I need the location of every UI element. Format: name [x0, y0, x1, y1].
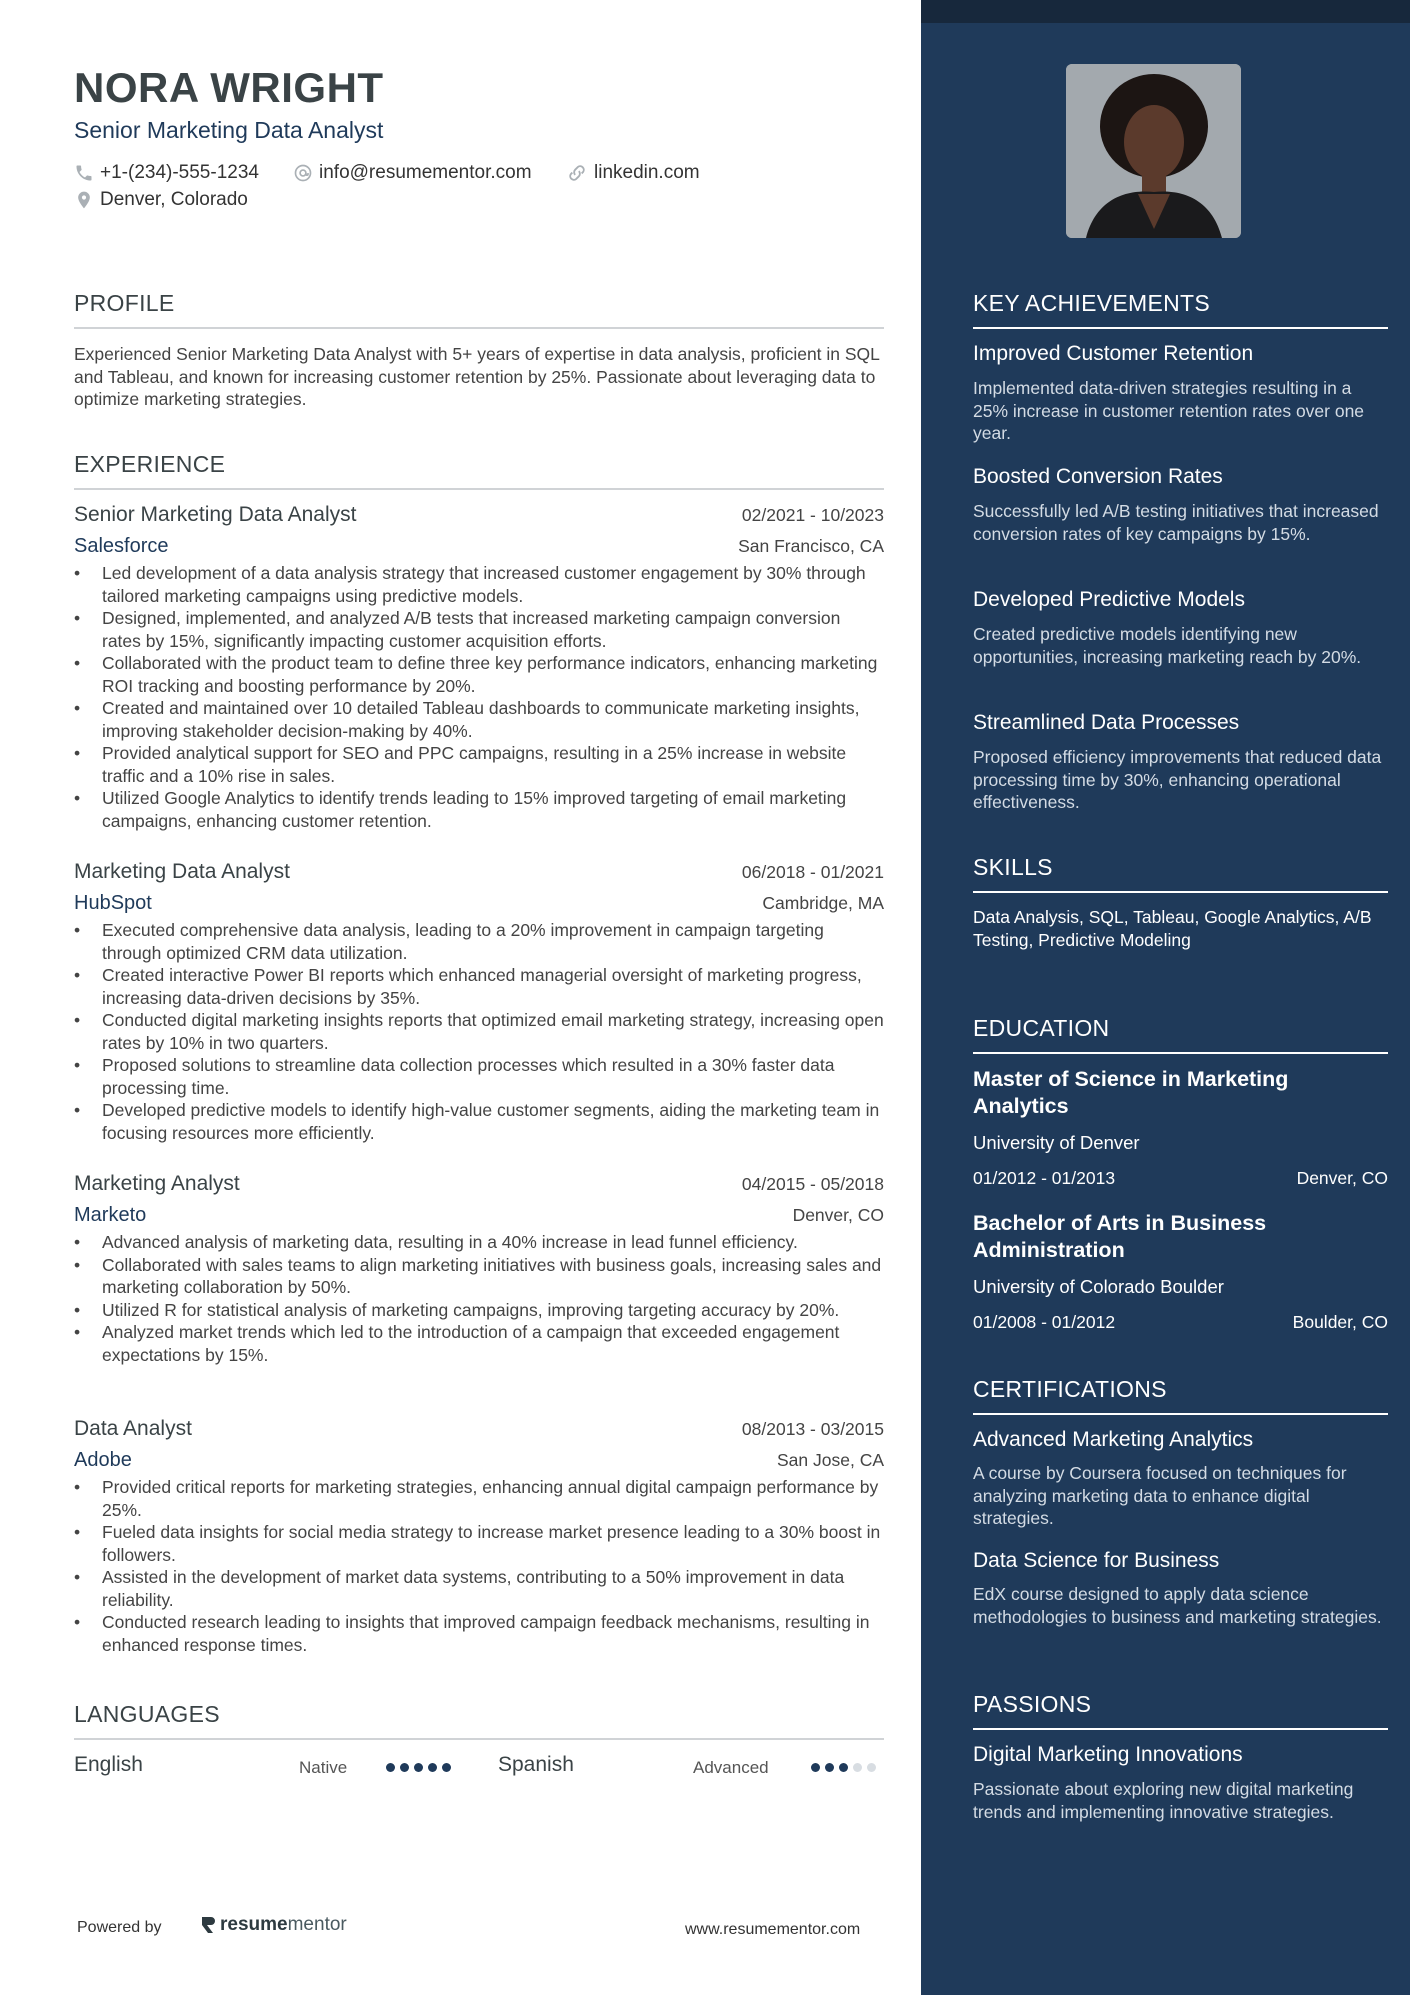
- profile-heading: PROFILE: [74, 290, 884, 329]
- job-entry: [74, 1172, 884, 1366]
- job-bullet: • Fueled data insights for social media strategy to increase market presence leading to a 30% boost in followers.: [74, 1521, 884, 1566]
- resumementor-logo-icon: [199, 1915, 217, 1935]
- rating-dot-empty: [867, 1763, 876, 1772]
- skills-text: Data Analysis, SQL, Tableau, Google Analytics, A/B Testing, Predictive Modeling: [973, 907, 1372, 950]
- language-level: Advanced: [693, 1758, 769, 1777]
- phone-text: +1-(234)-555-1234: [100, 162, 259, 183]
- contact-linkedin[interactable]: [566, 162, 700, 184]
- link-icon: [566, 162, 588, 184]
- job-bullet: • Executed comprehensive data analysis, leading to a 20% improvement in campaign targeting through optimized CRM data utilization.: [74, 919, 884, 964]
- rating-dot-filled: [386, 1763, 395, 1772]
- achievement-text: Proposed efficiency improvements that reduced data processing time by 30%, enhancing operational effectiveness.: [973, 747, 1382, 812]
- brand-light: mentor: [287, 1914, 347, 1935]
- certification-title: Data Science for Business: [973, 1549, 1220, 1572]
- job-location: Cambridge, MA: [762, 893, 884, 913]
- achievement-text: Successfully led A/B testing initiatives that increased conversion rates of key campaigns by 15%.: [973, 501, 1379, 544]
- job-bullet: • Created and maintained over 10 detailed Tableau dashboards to communicate marketing insights, improving stakeholder decision-making by 40%.: [74, 697, 884, 742]
- person-portrait-icon: [1066, 64, 1241, 238]
- achievement-title: Developed Predictive Models: [973, 588, 1245, 611]
- certification-text: A course by Coursera focused on techniques for analyzing marketing data to enhance digital strategies.: [973, 1463, 1347, 1528]
- achievement-title: Streamlined Data Processes: [973, 711, 1240, 734]
- rating-dot-filled: [442, 1763, 451, 1772]
- job-dates: 08/2013 - 03/2015: [741, 1419, 884, 1439]
- education-location: Denver, CO: [1296, 1168, 1388, 1188]
- passion-text: Passionate about exploring new digital marketing trends and implementing innovative strategies.: [973, 1779, 1354, 1822]
- language-rating: [811, 1763, 876, 1772]
- job-bullet: • Provided analytical support for SEO and PPC campaigns, resulting in a 25% increase in website traffic and a 10% rise in sales.: [74, 742, 884, 787]
- languages-heading: LANGUAGES: [74, 1701, 884, 1740]
- achievement-text: Implemented data-driven strategies resulting in a 25% increase in customer retention rates over one year.: [973, 378, 1365, 443]
- job-bullet: • Led development of a data analysis strategy that increased customer engagement by 30% through tailored marketing campaigns using predictive models.: [74, 562, 884, 607]
- experience-heading: EXPERIENCE: [74, 451, 884, 490]
- job-dates: 02/2021 - 10/2023: [741, 505, 884, 525]
- job-bullet: • Utilized R for statistical analysis of marketing campaigns, improving targeting accuracy by 20%.: [74, 1299, 884, 1322]
- education-school: University of Colorado Boulder: [973, 1276, 1224, 1297]
- rating-dot-filled: [414, 1763, 423, 1772]
- certification-text: EdX course designed to apply data science methodologies to business and marketing strategies.: [973, 1584, 1382, 1627]
- phone-icon: [74, 163, 94, 183]
- education-location: Boulder, CO: [1292, 1312, 1388, 1332]
- certifications-heading: CERTIFICATIONS: [973, 1376, 1388, 1415]
- job-bullet: • Assisted in the development of market data systems, contributing to a 50% improvement in data reliability.: [74, 1566, 884, 1611]
- education-school: University of Denver: [973, 1132, 1140, 1153]
- sidebar: [921, 0, 1410, 1995]
- job-bullets: [74, 1476, 884, 1656]
- job-company: Salesforce: [74, 535, 169, 557]
- location-pin-icon: [74, 189, 94, 211]
- language-name: English: [74, 1753, 143, 1776]
- job-bullet: • Created interactive Power BI reports which enhanced managerial oversight of marketing progress, increasing data-driven decisions by 35%.: [74, 964, 884, 1009]
- job-bullet: • Designed, implemented, and analyzed A/B tests that increased marketing campaign conversion rates by 15%, significantly impacting customer acquisition efforts.: [74, 607, 884, 652]
- job-bullet: • Advanced analysis of marketing data, resulting in a 40% increase in lead funnel efficiency.: [74, 1231, 884, 1254]
- job-bullet: • Developed predictive models to identify high-value customer segments, aiding the marketing team in focusing resources more efficiently.: [74, 1099, 884, 1144]
- job-entry: [74, 503, 884, 832]
- job-entry: [74, 860, 884, 1144]
- job-title: Senior Marketing Data Analyst: [74, 503, 357, 526]
- language-rating: [386, 1763, 451, 1772]
- education-meta: [973, 1168, 1388, 1189]
- rating-dot-filled: [428, 1763, 437, 1772]
- powered-by-label: Powered by: [77, 1919, 162, 1936]
- footer-website[interactable]: www.resumementor.com: [685, 1921, 861, 1938]
- job-dates: 04/2015 - 05/2018: [741, 1174, 884, 1194]
- at-icon: [293, 163, 313, 183]
- contact-location: [74, 189, 248, 211]
- achievements-heading: KEY ACHIEVEMENTS: [973, 290, 1388, 329]
- certification-title: Advanced Marketing Analytics: [973, 1428, 1254, 1451]
- skills-heading: SKILLS: [973, 854, 1388, 893]
- job-title: Data Analyst: [74, 1417, 192, 1440]
- education-degree: Bachelor of Arts in Business Administration: [973, 1211, 1267, 1262]
- job-bullet: • Analyzed market trends which led to the introduction of a campaign that exceeded engagement expectations by 15%.: [74, 1321, 884, 1366]
- job-title: Marketing Analyst: [74, 1172, 240, 1195]
- job-bullet: • Provided critical reports for marketing strategies, enhancing annual digital campaign performance by 25%.: [74, 1476, 884, 1521]
- candidate-title: Senior Marketing Data Analyst: [74, 117, 384, 143]
- passion-title: Digital Marketing Innovations: [973, 1743, 1243, 1766]
- contact-phone[interactable]: [74, 162, 259, 184]
- location-text: Denver, Colorado: [100, 189, 248, 210]
- education-degree: Master of Science in Marketing Analytics: [973, 1067, 1289, 1118]
- job-bullet: • Collaborated with the product team to define three key performance indicators, enhancing marketing ROI tracking and boosting performance by 20%.: [74, 652, 884, 697]
- job-bullet: • Conducted digital marketing insights reports that optimized email marketing strategy, increasing open rates by 10% in two quarters.: [74, 1009, 884, 1054]
- job-company: Adobe: [74, 1449, 132, 1471]
- contact-email[interactable]: [293, 162, 532, 184]
- job-bullets: [74, 919, 884, 1144]
- brand-logo[interactable]: [199, 1914, 347, 1936]
- job-dates: 06/2018 - 01/2021: [741, 862, 884, 882]
- job-entry: [74, 1417, 884, 1656]
- education-dates: 01/2008 - 01/2012: [973, 1312, 1116, 1332]
- education-heading: EDUCATION: [973, 1015, 1388, 1054]
- languages-list: [74, 1753, 884, 1783]
- achievement-title: Improved Customer Retention: [973, 342, 1254, 365]
- job-company: HubSpot: [74, 892, 152, 914]
- job-bullet: • Proposed solutions to streamline data collection processes which resulted in a 30% faster data processing time.: [74, 1054, 884, 1099]
- job-bullets: [74, 1231, 884, 1366]
- candidate-name: NORA WRIGHT: [74, 64, 384, 111]
- job-bullet: • Conducted research leading to insights that improved campaign feedback mechanisms, resulting in enhanced response times.: [74, 1611, 884, 1656]
- language-name: Spanish: [498, 1753, 574, 1776]
- brand-bold: resume: [220, 1914, 288, 1935]
- language-level: Native: [299, 1758, 348, 1777]
- job-bullet: • Collaborated with sales teams to align marketing initiatives with business goals, increasing sales and marketing collaboration by 50%.: [74, 1254, 884, 1299]
- sidebar-top-bar: [921, 0, 1410, 23]
- job-bullet: • Utilized Google Analytics to identify trends leading to 15% improved targeting of email marketing campaigns, enhancing customer retention.: [74, 787, 884, 832]
- education-dates: 01/2012 - 01/2013: [973, 1168, 1116, 1188]
- education-meta: [973, 1312, 1388, 1333]
- profile-photo: [1066, 64, 1241, 238]
- rating-dot-filled: [839, 1763, 848, 1772]
- profile-text: Experienced Senior Marketing Data Analyst with 5+ years of expertise in data analysis, proficient in SQL and Tableau, and known for increasing customer retention by 25%. Passionate about leveraging data to optimize marketing strategies.: [74, 344, 880, 409]
- rating-dot-empty: [853, 1763, 862, 1772]
- job-company: Marketo: [74, 1204, 147, 1226]
- email-text: info@resumementor.com: [319, 162, 532, 183]
- job-title: Marketing Data Analyst: [74, 860, 290, 883]
- achievement-text: Created predictive models identifying new opportunities, increasing marketing reach by 20%.: [973, 624, 1362, 667]
- linkedin-text: linkedin.com: [594, 162, 700, 183]
- rating-dot-filled: [825, 1763, 834, 1772]
- job-location: San Jose, CA: [777, 1450, 884, 1470]
- rating-dot-filled: [811, 1763, 820, 1772]
- achievement-title: Boosted Conversion Rates: [973, 465, 1223, 488]
- job-location: San Francisco, CA: [738, 536, 884, 556]
- job-bullets: [74, 562, 884, 832]
- passions-heading: PASSIONS: [973, 1691, 1388, 1730]
- rating-dot-filled: [400, 1763, 409, 1772]
- job-location: Denver, CO: [792, 1205, 884, 1225]
